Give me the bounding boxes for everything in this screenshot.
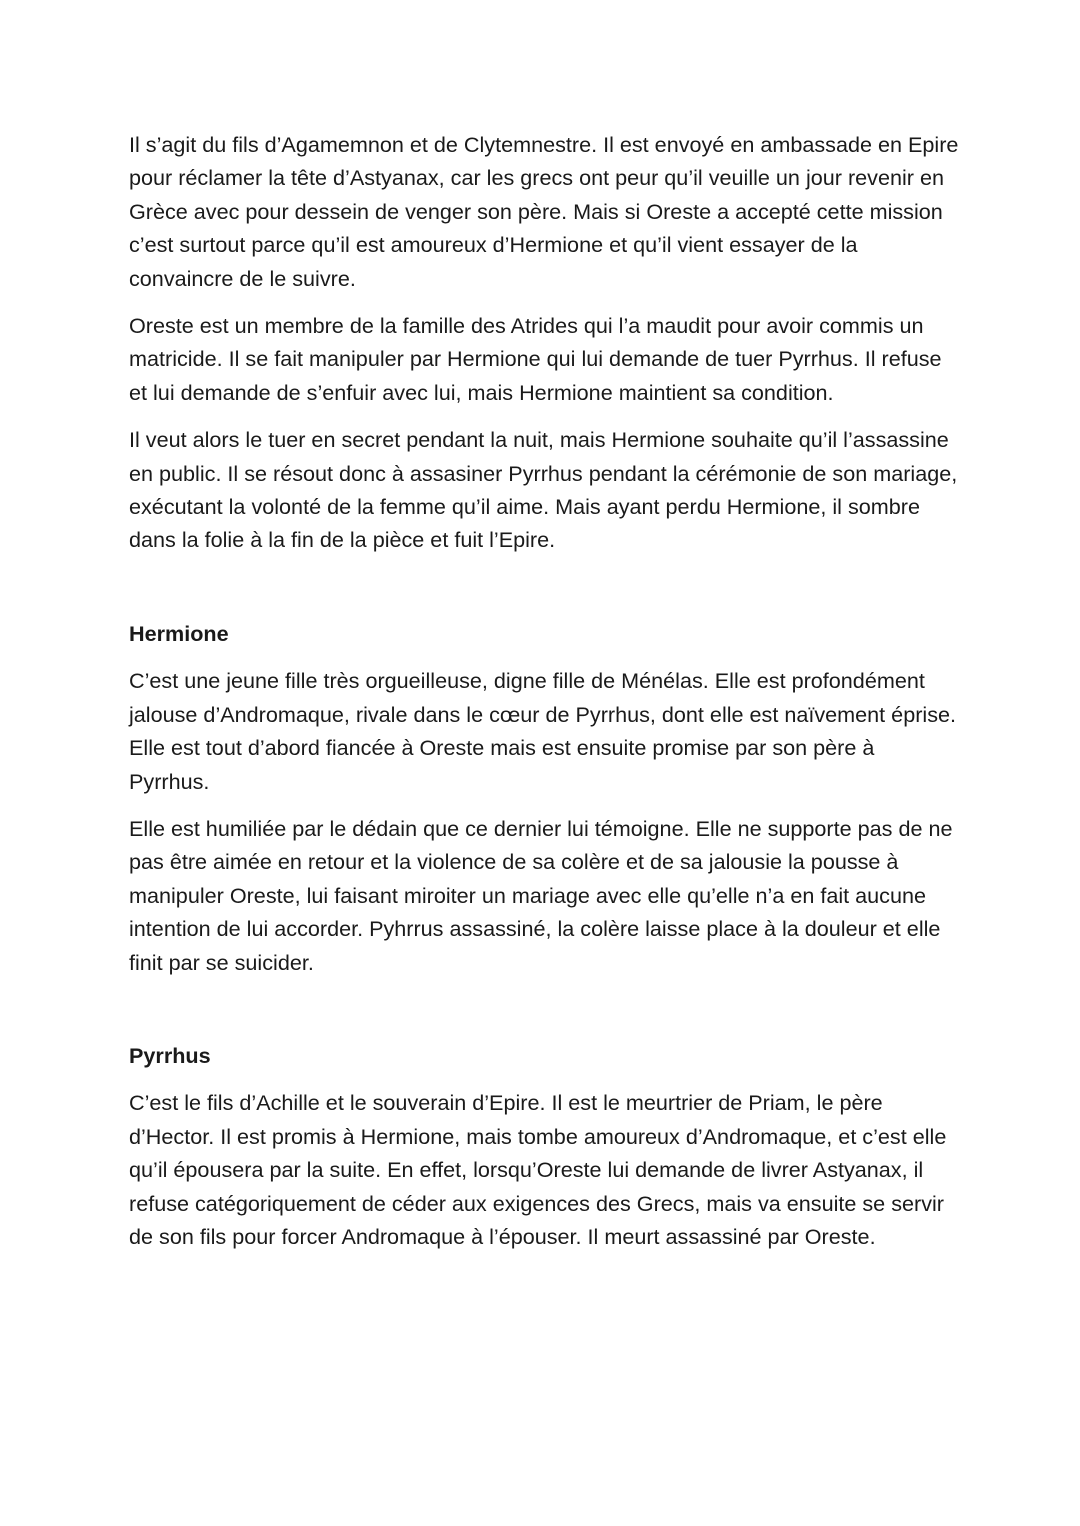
section-heading: Pyrrhus <box>129 1042 211 1068</box>
paragraph: Il veut alors le tuer en secret pendant la nuit, mais Hermione souhaite qu’il l’assassine en public. Il se résout donc à assasiner Pyrrhus pendant la cérémonie de son mariage, exécutant la volonté de la femme qu’il aime. Mais ayant perdu Hermione, il sombre dans la folie à la fin de la pièce et fuit l’Epire. <box>129 427 958 553</box>
document-page <box>129 128 959 1267</box>
section-spacer <box>129 571 959 617</box>
section-spacer <box>129 993 959 1039</box>
section-pyrrhus <box>129 1039 959 1253</box>
section-heading: Hermione <box>129 620 229 646</box>
paragraph: C’est une jeune fille très orgueilleuse, digne fille de Ménélas. Elle est profondément jalouse d’Andromaque, rivale dans le cœur de Pyrrhus, dont elle est naïvement éprise. Elle est tout d’abord fiancée à Oreste mais est ensuite promise par son père à Pyrrhus. <box>129 668 956 794</box>
paragraph: Il s’agit du fils d’Agamemnon et de Clytemnestre. Il est envoyé en ambassade en Epire pour réclamer la tête d’Astyanax, car les grecs ont peur qu’il veuille un jour revenir en Grèce avec pour dessein de venger son père. Mais si Oreste a accepté cette mission c’est surtout parce qu’il est amoureux d’Hermione et qu’il vient essayer de la convaincre de le suivre. <box>129 132 959 291</box>
paragraph: Elle est humiliée par le dédain que ce dernier lui témoigne. Elle ne supporte pas de ne pas être aimée en retour et la violence de sa colère et de sa jalousie la pousse à manipuler Oreste, lui faisant miroiter un mariage avec elle qu’elle n’a en fait aucune intention de lui accorder. Pyhrrus assassiné, la colère laisse place à la douleur et elle finit par se suicider. <box>129 815 953 975</box>
section-hermione <box>129 617 959 979</box>
section-oreste <box>129 128 959 557</box>
paragraph: Oreste est un membre de la famille des Atrides qui l’a maudit pour avoir commis un matricide. Il se fait manipuler par Hermione qui lui demande de tuer Pyrrhus. Il refuse et lui demande de s’enfuir avec lui, mais Hermione maintient sa condition. <box>129 313 942 405</box>
paragraph: C’est le fils d’Achille et le souverain d’Epire. Il est le meurtrier de Priam, le père d’Hector. Il est promis à Hermione, mais tombe amoureux d’Andromaque, et c’est elle qu’il épousera par la suite. En effet, lorsqu’Oreste lui demande de livrer Astyanax, il refuse catégoriquement de céder aux exigences des Grecs, mais va ensuite se servir de son fils pour forcer Andromaque à l’épouser. Il meurt assassiné par Oreste. <box>129 1090 947 1249</box>
